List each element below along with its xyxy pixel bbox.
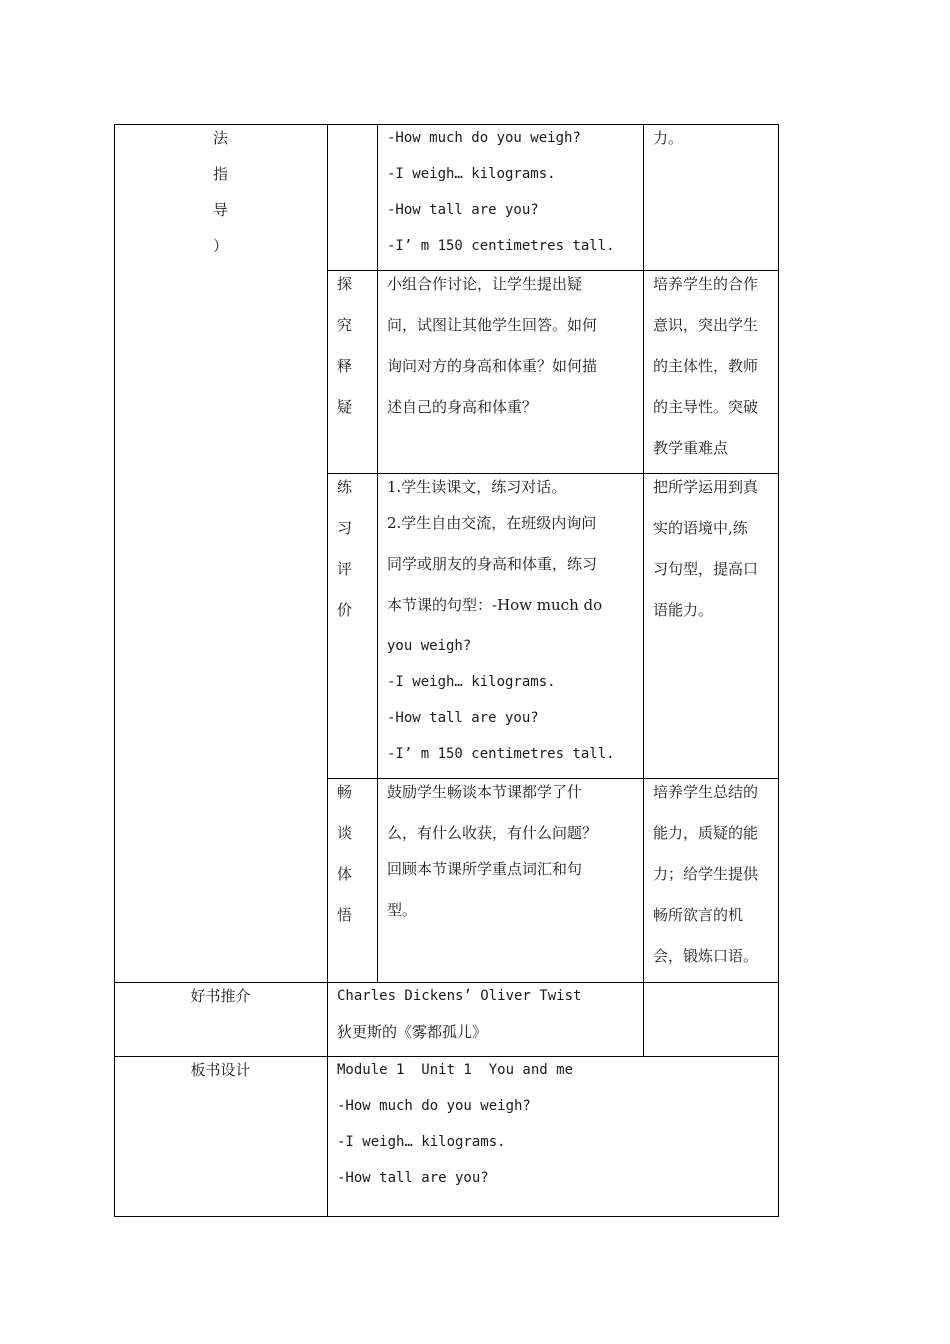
method-label-char: 导: [212, 201, 228, 219]
table-border-bottom: [114, 1216, 779, 1217]
board-content: [337, 1059, 767, 1203]
stage-char: 练: [337, 478, 353, 496]
stage-char: 释: [337, 357, 353, 375]
talk-content: [387, 781, 637, 935]
board-line: Module 1 Unit 1 You and me: [337, 1062, 574, 1078]
content-line: -How tall are you?: [387, 710, 539, 726]
stage-char: 习: [337, 519, 353, 537]
content-line: -How much do you weigh?: [387, 130, 581, 146]
content-line: 述自己的身高和体重？: [387, 398, 538, 416]
purpose-line: 实的语境中,练: [653, 519, 748, 537]
purpose-line: 培养学生总结的: [653, 783, 759, 801]
table-border-right: [778, 124, 779, 1217]
content-line: 2.学生自由交流，在班级内询问: [387, 514, 597, 532]
content-line: you weigh?: [387, 638, 472, 654]
content-line: -How tall are you?: [387, 202, 539, 218]
content-line: 小组合作讨论，让学生提出疑: [387, 275, 583, 293]
content-line: 本节课的句型：-How much do: [387, 596, 603, 614]
talk-purpose: [653, 781, 775, 986]
col-divider-2: [377, 124, 378, 983]
content-line: 同学或朋友的身高和体重，练习: [387, 555, 598, 573]
book-title-zh: 狄更斯的《雾都孤儿》: [337, 1023, 488, 1041]
method-label: [114, 127, 327, 271]
explore-content: [387, 273, 637, 437]
purpose-line: 力。: [653, 129, 684, 147]
book-content: [337, 985, 637, 1057]
stage-char: 体: [337, 865, 353, 883]
stage-char: 价: [337, 601, 353, 619]
stage-char: 究: [337, 316, 353, 334]
talk-stage: [337, 781, 367, 945]
content-line: 鼓励学生畅谈本节课都学了什: [387, 783, 583, 801]
method-label-char: ）: [212, 237, 228, 255]
content-line: 问，试图让其他学生回答。如何: [387, 316, 598, 334]
table-border-left: [114, 124, 115, 1217]
table-border-top: [114, 124, 779, 125]
content-line: 询问对方的身高和体重？如何描: [387, 357, 598, 375]
stage-char: 探: [337, 275, 353, 293]
method-label-char: 指: [212, 165, 228, 183]
purpose-line: 把所学运用到真: [653, 478, 759, 496]
purpose-line: 的主体性，教师: [653, 357, 759, 375]
content-line: 回顾本节课所学重点词汇和句: [387, 860, 583, 878]
purpose-line: 畅所欲言的机: [653, 906, 744, 924]
method-content: [387, 127, 637, 271]
purpose-line: 教学重难点: [653, 439, 729, 457]
stage-char: 谈: [337, 824, 353, 842]
stage-char: 畅: [337, 783, 353, 801]
stage-char: 疑: [337, 398, 353, 416]
practice-stage: [337, 476, 367, 640]
board-line: -How tall are you?: [337, 1170, 489, 1186]
method-label-char: 法: [212, 129, 228, 147]
purpose-line: 意识，突出学生: [653, 316, 759, 334]
col-divider-1: [327, 124, 328, 1217]
explore-stage: [337, 273, 367, 437]
content-line: 1.学生读课文，练习对话。: [387, 478, 567, 496]
content-line: -I weigh… kilograms.: [387, 166, 556, 182]
method-purpose: [653, 127, 773, 163]
explore-purpose: [653, 273, 775, 478]
content-line: -I weigh… kilograms.: [387, 674, 556, 690]
purpose-line: 的主导性。突破: [653, 398, 759, 416]
practice-content: [387, 476, 637, 779]
purpose-line: 语能力。: [653, 601, 714, 619]
purpose-line: 习句型，提高口: [653, 560, 759, 578]
book-title-en: Charles Dickens’ Oliver Twist: [337, 988, 582, 1004]
purpose-line: 力；给学生提供: [653, 865, 759, 883]
board-line: -I weigh… kilograms.: [337, 1134, 506, 1150]
board-label: 板书设计: [190, 1061, 251, 1079]
stage-char: 悟: [337, 906, 353, 924]
purpose-line: 培养学生的合作: [653, 275, 759, 293]
book-label: 好书推介: [190, 987, 251, 1005]
content-line: 么，有什么收获，有什么问题？: [387, 824, 598, 842]
stage-char: 评: [337, 560, 353, 578]
practice-purpose: [653, 476, 775, 640]
content-line: -I’ m 150 centimetres tall.: [387, 238, 615, 254]
content-line: -I’ m 150 centimetres tall.: [387, 746, 615, 762]
board-line: -How much do you weigh?: [337, 1098, 531, 1114]
col-divider-3: [643, 124, 644, 1057]
content-line: 型。: [387, 901, 418, 919]
purpose-line: 能力，质疑的能: [653, 824, 759, 842]
purpose-line: 会，锻炼口语。: [653, 947, 759, 965]
